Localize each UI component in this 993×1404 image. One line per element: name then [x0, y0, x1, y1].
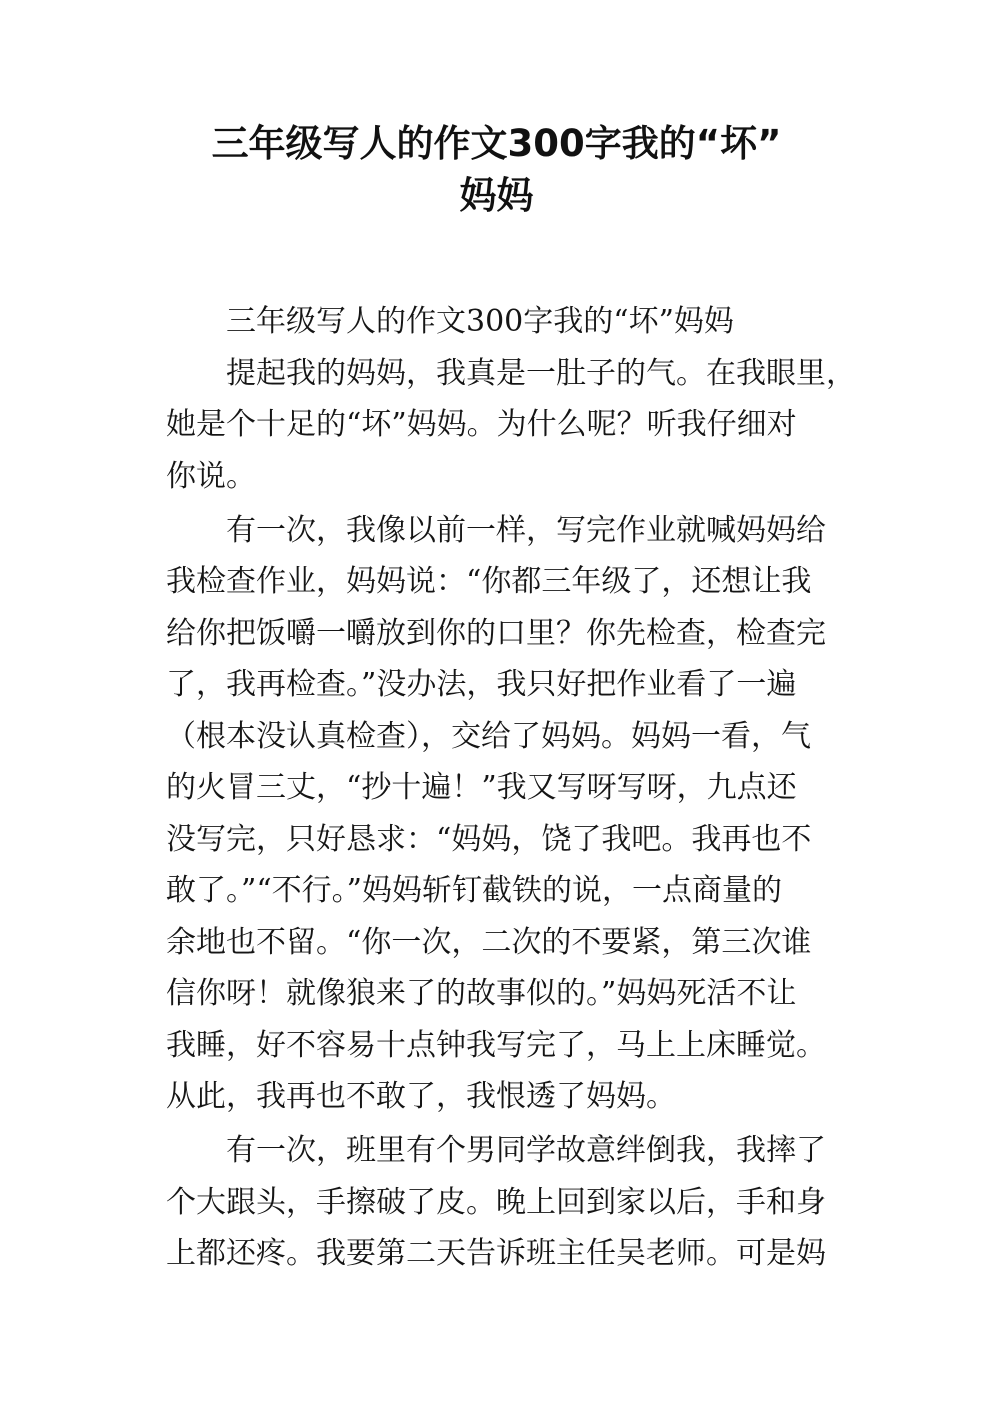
paragraph-line: 你说。: [166, 458, 256, 494]
paragraph-line: 从此，我再也不敢了，我恨透了妈妈。: [166, 1079, 676, 1114]
paragraph-line: 了，我再检查。”没办法，我只好把作业看了一遍: [166, 667, 797, 702]
paragraph-line: 提起我的妈妈，我真是一肚子的气。在我眼里，: [226, 355, 856, 391]
title-line: 三年级写人的作文300字我的“坏”: [211, 122, 782, 165]
paragraph-line: 有一次，我像以前一样，写完作业就喊妈妈给: [226, 512, 826, 548]
paragraph-line: 上都还疼。我要第二天告诉班主任吴老师。可是妈: [166, 1236, 826, 1271]
paragraph-line: 的火冒三丈，“抄十遍！”我又写呀写呀，九点还: [166, 770, 797, 805]
paragraph-line: 我睡，好不容易十点钟我写完了，马上上床睡觉。: [166, 1027, 826, 1063]
paragraph-line: 给你把饭嚼一嚼放到你的口里？你先检查，检查完: [166, 615, 826, 651]
paragraph-line: 个大跟头，手擦破了皮。晚上回到家以后，手和身: [166, 1184, 826, 1220]
title-line: 妈妈: [459, 173, 534, 217]
document-title: [120, 118, 873, 221]
paragraph-line: 她是个十足的“坏”妈妈。为什么呢？听我仔细对: [166, 407, 797, 442]
paragraph-line: 余地也不留。“你一次，二次的不要紧，第三次谁: [166, 924, 812, 960]
paragraph-line: 信你呀！就像狼来了的故事似的。”妈妈死活不让: [166, 976, 797, 1011]
paragraph-line: 我检查作业，妈妈说：“你都三年级了，还想让我: [166, 564, 812, 599]
subtitle-line: 三年级写人的作文300字我的“坏”妈妈: [226, 304, 734, 339]
document-body: [166, 296, 856, 1280]
paragraph-line: （根本没认真检查），交给了妈妈。妈妈一看，气: [166, 718, 811, 754]
paragraph-line: 没写完，只好恳求：“妈妈，饶了我吧。我再也不: [166, 821, 812, 857]
paragraph-line: 敢了。”“不行。”妈妈斩钉截铁的说，一点商量的: [166, 873, 783, 908]
paragraph-line: 有一次，班里有个男同学故意绊倒我，我摔了: [226, 1133, 826, 1168]
